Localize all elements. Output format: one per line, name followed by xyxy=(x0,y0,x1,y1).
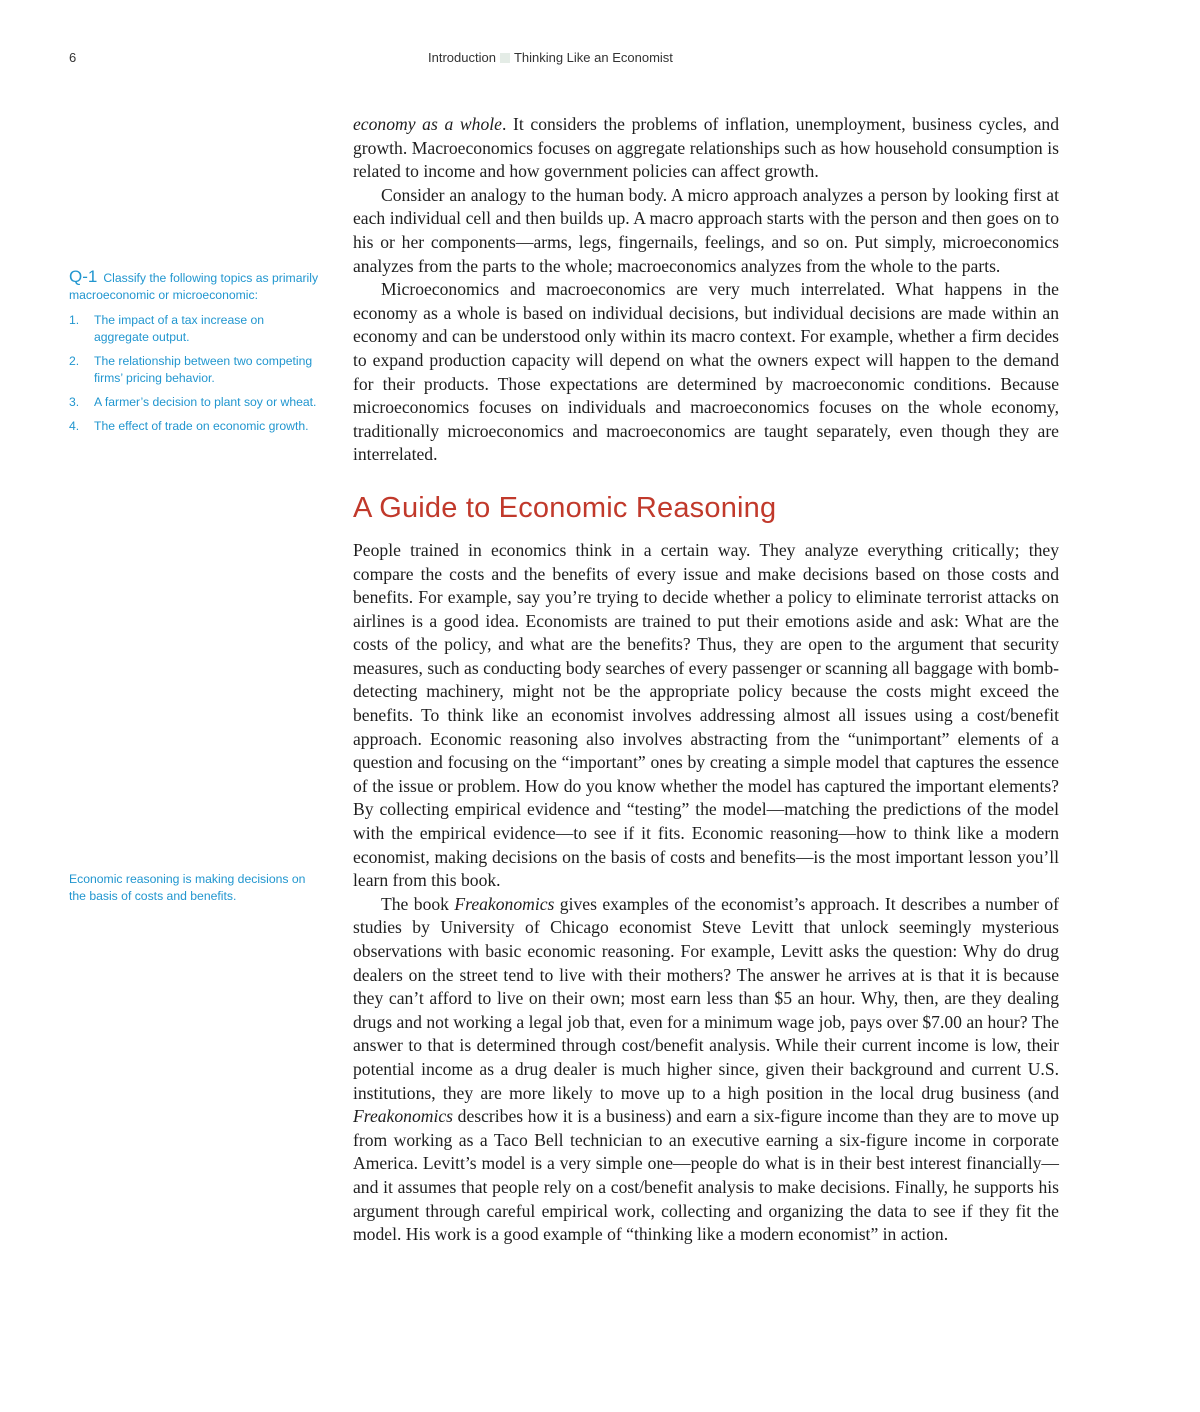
question-item xyxy=(69,418,319,435)
running-head-title xyxy=(428,50,673,65)
question-item-number: 4. xyxy=(69,419,80,433)
book-title: Freakonomics xyxy=(353,1106,453,1127)
italic-term: economy as a whole xyxy=(353,114,502,134)
question-item xyxy=(69,353,319,387)
margin-question xyxy=(69,268,319,442)
chapter-name: Thinking Like an Economist xyxy=(513,50,673,65)
paragraph-4: People trained in economics think in a certain way. They analyze everything critically; they compare the costs and the benefits of every issue and make decisions based on those costs and benefits. For example, say you’re trying to decide whether a policy to eliminate terrorist attacks on airlines is a good idea. Economists are trained to put their emotions aside and ask: What are the costs of the policy, and what are the benefits? Thus, they are open to the argument that security measures, such as conducting body searches of every passenger or scanning all baggage with bomb-detecting machinery, might not be the appropriate policy because the costs might exceed the benefits. To think like an economist involves addressing almost all issues using a cost/benefit approach. Economic reasoning also involves abstracting from the “unimportant” elements of a question and focusing on the “important” ones by creating a simple model that captures the essence of the issue or problem. How do you know whether the model has captured the important elements? By collecting empirical evidence and “testing” the model—matching the predictions of the model with the empirical evidence—to see if it fits. Economic reasoning—how to think like a modern economist, making decisions on the basis of costs and benefits—is the most important lesson you’ll learn from this book. xyxy=(353,539,1059,891)
question-item-text: The relationship between two competing firms’ pricing behavior. xyxy=(94,354,313,385)
separator-square-icon xyxy=(500,53,510,63)
paragraph-text: describes how it is a business) and earn a six-figure income than they are to move up from working as a Taco Bell technician to an executive earning a six-figure income in corporate America. Levitt’s model is a very simple one—people do what is in their best interest financially—and it assumes that people rely on a cost/benefit analysis to make decisions. Finally, he supports his argument through careful empirical work, collecting and organizing the data to see if they fit the model. His work is a good example of “thinking like a modern economist” in action. xyxy=(353,1106,1059,1245)
page-number: 6 xyxy=(69,50,77,65)
paragraph-text: The book xyxy=(381,893,455,914)
paragraph-2: Consider an analogy to the human body. A micro approach analyzes a person by looking first at each individual cell and then builds up. A macro approach starts with the person and then goes on to his or her components—arms, legs, fingernails, feelings, and so on. Put simply, microeconomics analyzes from the parts to the whole; macroeconomics analyzes from the whole to the parts. xyxy=(353,184,1059,276)
question-item xyxy=(69,312,319,346)
question-label: Q-1 xyxy=(69,267,98,286)
question-intro: Classify the following topics as primarily macroeconomic or microeconomic: xyxy=(69,271,319,302)
question-item-text: The impact of a tax increase on aggregate output. xyxy=(94,313,265,344)
main-text-column xyxy=(353,113,1059,1247)
question-item-text: A farmer’s decision to plant soy or wheat. xyxy=(94,395,317,409)
section-name: Introduction xyxy=(428,50,496,65)
question-item-text: The effect of trade on economic growth. xyxy=(94,419,309,433)
paragraph-text: gives examples of the economist’s approach. It describes a number of studies by University of Chicago economist Steve Levitt that unlock seemingly mysterious observations with basic economic reasoning. For example, Levitt asks the question: Why do drug dealers on the street tend to live with their mothers? The answer he arrives at is that it is because they can’t afford to live on their own; most earn less than $5 an hour. Why, then, are they dealing drugs and not working a legal job that, even for a minimum wage job, pays over $7.00 an hour? The answer to that is determined through cost/benefit analysis. While their current income is low, their potential income as a drug dealer is much higher since, given their background and current U.S. institutions, they are more likely to move up to a high position in the local drug business (and xyxy=(353,893,1059,1103)
question-item xyxy=(69,394,319,411)
book-title: Freakonomics xyxy=(454,893,555,914)
paragraph-3: Microeconomics and macroeconomics are very much interrelated. What happens in the economy as a whole is based on individual decisions, but individual decisions are made within an economy and can be understood only within its macro context. For example, whether a firm decides to expand production capacity will depend on what the owners expect will happen to the demand for their products. Those expectations are determined by macroeconomic conditions. Because microeconomics focuses on individuals and macroeconomics focuses on the whole economy, traditionally microeconomics and macroeconomics are taught separately, even though they are interrelated. xyxy=(353,279,1059,465)
question-item-number: 2. xyxy=(69,354,80,368)
margin-note: Economic reasoning is making decisions on the basis of costs and benefits. xyxy=(69,872,306,903)
question-item-number: 3. xyxy=(69,395,80,409)
section-heading: A Guide to Economic Reasoning xyxy=(353,491,777,524)
question-list xyxy=(69,312,319,435)
question-item-number: 1. xyxy=(69,313,80,327)
paragraph-text: . It considers the problems of inflation, unemployment, business cycles, and growth. Macroeconomics focuses on aggregate relationships such as how household consumption is related to income and how government policies can affect growth. xyxy=(353,114,1059,182)
running-header xyxy=(0,50,1200,72)
paragraph-1 xyxy=(353,113,1059,184)
paragraph-5 xyxy=(353,893,1059,1247)
